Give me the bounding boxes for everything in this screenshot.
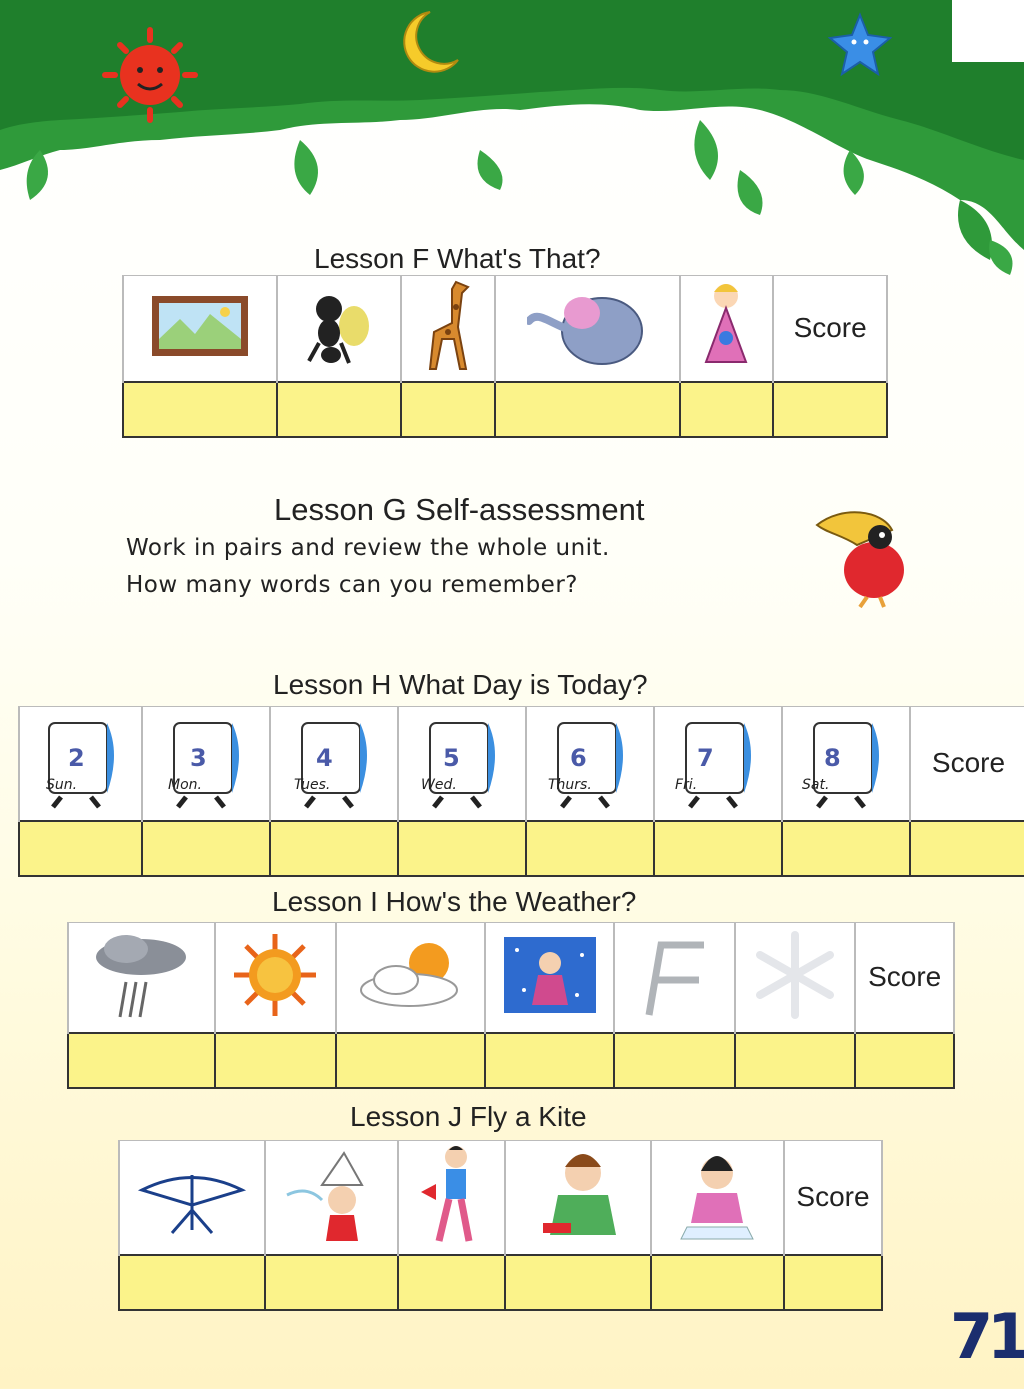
calendar-day-label: Thurs. bbox=[548, 777, 592, 793]
lesson-h-title: Lesson H What Day is Today? bbox=[273, 669, 648, 700]
cloudy-icon bbox=[336, 923, 486, 1033]
calendar-friday-icon bbox=[654, 707, 782, 821]
lesson-i-score-box[interactable] bbox=[855, 1033, 954, 1088]
lesson-f-answer-1[interactable] bbox=[123, 382, 277, 437]
lesson-i-answer-5[interactable] bbox=[614, 1033, 735, 1088]
lesson-j-table bbox=[118, 1140, 883, 1311]
calendar-tuesday-icon bbox=[270, 707, 398, 821]
calendar-day-label: Sat. bbox=[802, 777, 830, 793]
doll-icon bbox=[680, 276, 774, 382]
lesson-j-answer-1[interactable] bbox=[119, 1255, 265, 1310]
lesson-h-answer-4[interactable] bbox=[398, 821, 526, 876]
calendar-number: 7 bbox=[697, 744, 714, 772]
calendar-day-label: Wed. bbox=[421, 777, 457, 793]
lesson-f-score-box[interactable] bbox=[773, 382, 887, 437]
lesson-j-answer-3[interactable] bbox=[398, 1255, 505, 1310]
calendar-day-label: Fri. bbox=[675, 777, 698, 793]
lesson-h-answer-7[interactable] bbox=[782, 821, 910, 876]
picture-icon bbox=[123, 276, 277, 382]
lesson-g-title: Lesson G Self-assessment bbox=[274, 492, 645, 527]
sun-icon bbox=[215, 923, 336, 1033]
lesson-j-answer-5[interactable] bbox=[651, 1255, 784, 1310]
lesson-h-score-label: Score bbox=[910, 707, 1024, 821]
lesson-i-answer-6[interactable] bbox=[735, 1033, 856, 1088]
rain-icon bbox=[68, 923, 215, 1033]
lesson-f-title: Lesson F What's That? bbox=[314, 243, 601, 274]
walking-boy-icon bbox=[398, 1141, 505, 1255]
lesson-g-line2: How many words can you remember? bbox=[126, 572, 578, 598]
lesson-i-answer-2[interactable] bbox=[215, 1033, 336, 1088]
calendar-day-label: Tues. bbox=[294, 777, 331, 793]
lesson-j-answer-4[interactable] bbox=[505, 1255, 651, 1310]
calendar-saturday-icon bbox=[782, 707, 910, 821]
lesson-f-table bbox=[122, 275, 888, 438]
lesson-i-score-label: Score bbox=[855, 923, 954, 1033]
elephant-icon bbox=[495, 276, 680, 382]
lesson-h-answer-2[interactable] bbox=[142, 821, 270, 876]
kite-icon bbox=[119, 1141, 265, 1255]
lesson-f-answer-2[interactable] bbox=[277, 382, 401, 437]
lesson-i-table bbox=[67, 922, 955, 1089]
calendar-day-label: Sun. bbox=[46, 777, 78, 793]
corner-blank bbox=[952, 0, 1024, 62]
lesson-i-answer-3[interactable] bbox=[336, 1033, 486, 1088]
lesson-j-score-box[interactable] bbox=[784, 1255, 882, 1310]
lesson-f-answer-4[interactable] bbox=[495, 382, 680, 437]
ant-icon bbox=[277, 276, 401, 382]
lesson-f-answer-5[interactable] bbox=[680, 382, 774, 437]
calendar-number: 5 bbox=[443, 744, 460, 772]
snowflake-icon bbox=[735, 923, 856, 1033]
lesson-f-answer-3[interactable] bbox=[401, 382, 495, 437]
calendar-thursday-icon bbox=[526, 707, 654, 821]
toucan-icon bbox=[812, 505, 912, 610]
lesson-h-answer-1[interactable] bbox=[19, 821, 142, 876]
hat-girl-icon bbox=[265, 1141, 398, 1255]
snowy-child-icon bbox=[485, 923, 614, 1033]
lesson-f-score-label: Score bbox=[773, 276, 887, 382]
lesson-i-answer-1[interactable] bbox=[68, 1033, 215, 1088]
lesson-h-answer-5[interactable] bbox=[526, 821, 654, 876]
girl-writing-icon bbox=[651, 1141, 784, 1255]
lesson-i-title: Lesson I How's the Weather? bbox=[272, 886, 637, 917]
calendar-number: 8 bbox=[824, 744, 841, 772]
lesson-j-answer-2[interactable] bbox=[265, 1255, 398, 1310]
calendar-day-label: Mon. bbox=[168, 777, 202, 793]
lesson-g-line1: Work in pairs and review the whole unit. bbox=[126, 535, 610, 561]
boy-drawing-icon bbox=[505, 1141, 651, 1255]
lesson-i-answer-4[interactable] bbox=[485, 1033, 614, 1088]
calendar-number: 4 bbox=[316, 744, 333, 772]
wind-icon bbox=[614, 923, 735, 1033]
lesson-j-title: Lesson J Fly a Kite bbox=[350, 1101, 587, 1132]
tree-canopy bbox=[0, 0, 1024, 280]
giraffe-icon bbox=[401, 276, 495, 382]
calendar-number: 2 bbox=[68, 744, 85, 772]
lesson-h-answer-6[interactable] bbox=[654, 821, 782, 876]
lesson-j-score-label: Score bbox=[784, 1141, 882, 1255]
calendar-number: 3 bbox=[190, 744, 207, 772]
calendar-wednesday-icon bbox=[398, 707, 526, 821]
lesson-h-score-box[interactable] bbox=[910, 821, 1024, 876]
lesson-h-answer-3[interactable] bbox=[270, 821, 398, 876]
calendar-number: 6 bbox=[570, 744, 587, 772]
page-number: 71 bbox=[950, 1300, 1024, 1373]
